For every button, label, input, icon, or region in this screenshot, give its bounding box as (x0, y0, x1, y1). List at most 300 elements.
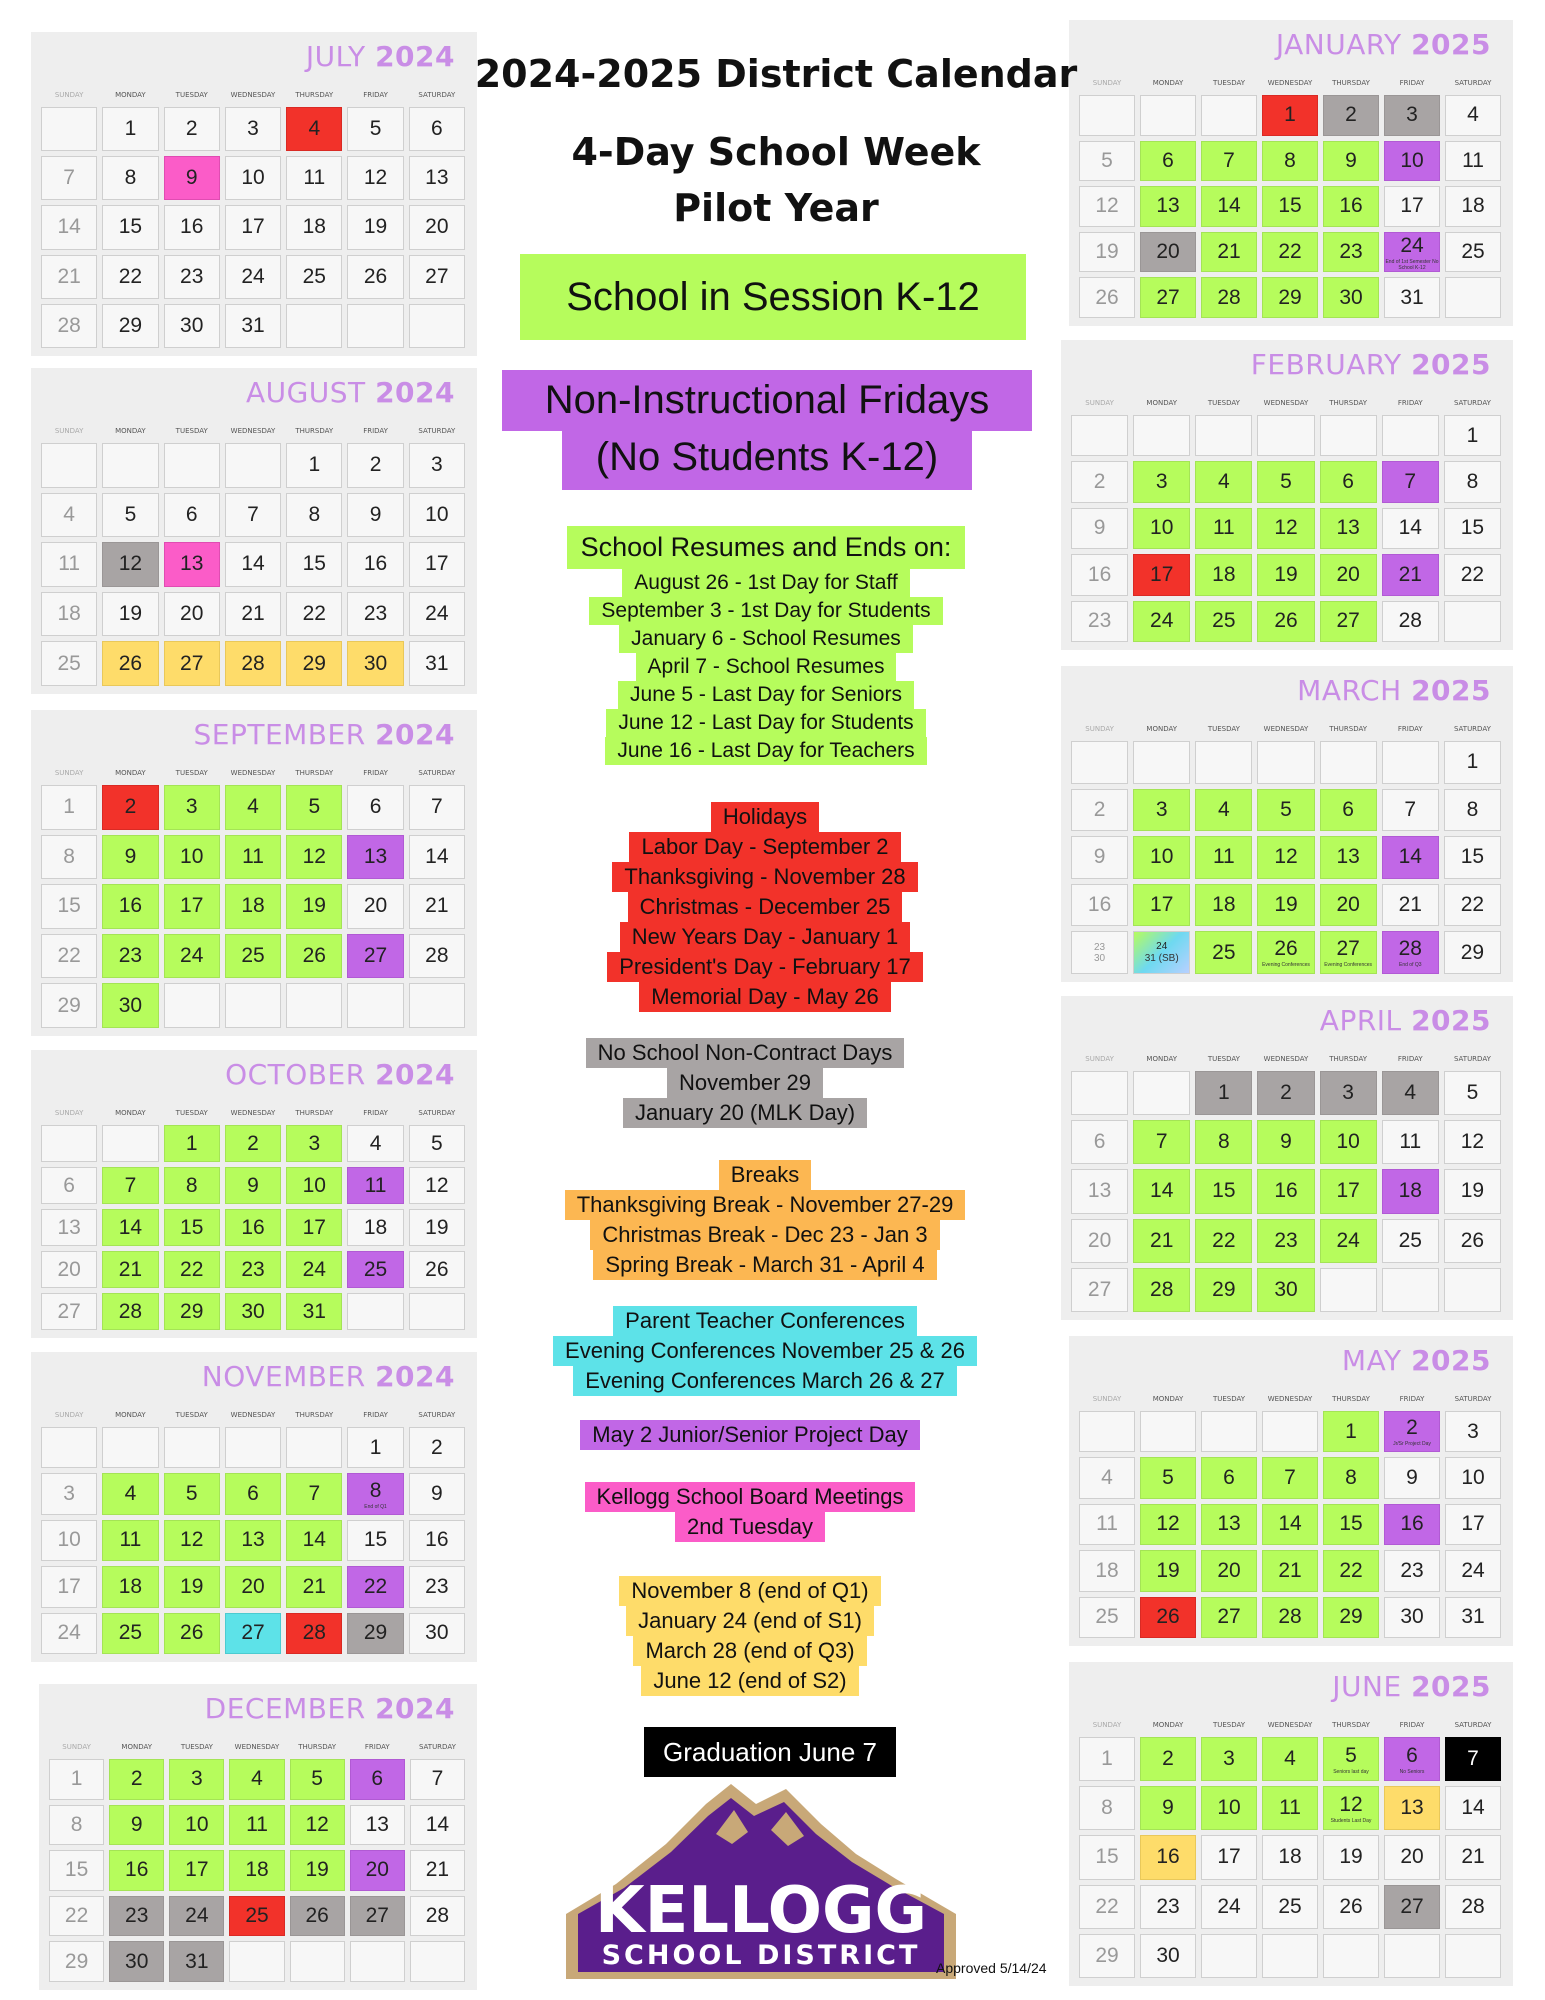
day-number: 5 (1345, 1743, 1357, 1767)
day-note: Evening Conferences (1262, 962, 1310, 969)
day-cell (1079, 186, 1135, 227)
day-cell (1071, 601, 1128, 642)
day-number: 16 (1400, 1512, 1424, 1536)
day-cell (1140, 232, 1196, 273)
day-number: 16 (1087, 562, 1112, 586)
day-cell (409, 785, 465, 830)
day-cell (229, 1896, 284, 1937)
day-cell (169, 1941, 224, 1982)
day-number: 22 (1460, 562, 1485, 586)
day-cell (225, 1427, 281, 1468)
day-number: 28 (425, 944, 449, 968)
day-number: 17 (1336, 1179, 1360, 1203)
month-calendar-october (31, 1050, 477, 1338)
day-cell (1382, 461, 1439, 502)
day-number: 26 (118, 651, 143, 675)
weekday-header: SATURDAY (1454, 1721, 1492, 1729)
day-number: 9 (1093, 845, 1106, 869)
day-cell (1382, 508, 1439, 549)
month-year: 2024 (375, 40, 455, 73)
weekday-header: WEDNESDAY (1263, 399, 1309, 407)
day-cell (1201, 1934, 1257, 1978)
weekday-header: WEDNESDAY (230, 427, 276, 435)
day-cell (286, 542, 342, 587)
month-year: 2025 (1411, 1004, 1491, 1037)
day-cell (102, 493, 158, 538)
day-number: 2 (247, 1131, 259, 1155)
day-number: 21 (1398, 893, 1422, 917)
day-number: 13 (1087, 1179, 1112, 1203)
day-cell (409, 1427, 465, 1468)
legend-line: Evening Conferences March 26 & 27 (573, 1366, 957, 1396)
day-cell (409, 156, 465, 200)
day-number: 17 (185, 1858, 209, 1882)
day-number: 22 (1339, 1558, 1363, 1582)
day-cell (1382, 1071, 1439, 1115)
day-cell (1323, 1411, 1379, 1452)
day-cell (290, 1941, 345, 1982)
day-number: 20 (1217, 1558, 1241, 1582)
day-cell (409, 1520, 465, 1561)
day-cell (225, 255, 281, 299)
day-number: 21 (1150, 1228, 1174, 1252)
day-number: 5 (1466, 1081, 1479, 1105)
day-number: 30 (1156, 1943, 1180, 1967)
day-number: 9 (124, 844, 137, 868)
day-cell (1382, 836, 1439, 879)
day-number: 23 (180, 264, 204, 288)
day-number: 1 (369, 1435, 382, 1459)
day-cell (102, 1125, 158, 1162)
day-cell (109, 1896, 164, 1937)
day-number: 9 (1406, 1466, 1418, 1490)
approval-date: Approved 5/14/24 (936, 1960, 1047, 1976)
day-cell (347, 884, 403, 929)
day-cell (1320, 508, 1377, 549)
day-number: 29 (1278, 285, 1302, 309)
day-cell (286, 1125, 342, 1162)
day-number: 23 (1274, 1228, 1298, 1252)
day-number: 17 (425, 552, 449, 576)
day-cell (286, 107, 342, 151)
day-cell (1323, 1786, 1379, 1830)
day-number: 26 (305, 1904, 329, 1928)
month-year: 2024 (375, 1692, 455, 1725)
day-number: 28 (241, 651, 265, 675)
day-number: 23 (1400, 1558, 1424, 1582)
month-title (306, 40, 455, 73)
day-cell (1445, 1504, 1501, 1545)
day-number: 13 (1400, 1796, 1424, 1820)
day-number: 15 (118, 215, 143, 239)
day-cell (1320, 1120, 1377, 1164)
day-cell (409, 205, 465, 249)
day-cell (1384, 95, 1440, 136)
day-number: 25 (1095, 1605, 1119, 1629)
day-cell (1384, 186, 1440, 227)
day-number: 4 (251, 1767, 263, 1791)
day-cell (225, 443, 281, 488)
month-title (1297, 674, 1491, 707)
day-cell (1323, 1835, 1379, 1879)
day-number: 21 (57, 264, 81, 288)
month-year: 2025 (1411, 348, 1491, 381)
day-cell (1195, 1120, 1252, 1164)
day-cell (109, 1805, 164, 1846)
day-cell (1445, 1737, 1501, 1781)
day-number: 10 (1461, 1466, 1485, 1490)
day-cell (109, 1759, 164, 1800)
day-number: 11 (1212, 845, 1235, 869)
day-number: 11 (364, 1173, 387, 1197)
weekday-header: WEDNESDAY (1263, 725, 1309, 733)
day-cell (1201, 1835, 1257, 1879)
day-cell (41, 443, 97, 488)
day-number: 3 (185, 795, 198, 819)
day-cell (164, 443, 220, 488)
day-cell (347, 1473, 403, 1514)
day-number: 14 (241, 552, 265, 576)
day-cell (41, 934, 97, 979)
day-number: 13 (1217, 1512, 1241, 1536)
day-cell (1262, 1550, 1318, 1591)
day-number: 25 (1212, 609, 1236, 633)
day-cell (229, 1759, 284, 1800)
day-number: 12 (1274, 516, 1298, 540)
day-cell (41, 1566, 97, 1607)
logo-wordmark: KELLOGG (594, 1874, 928, 1948)
day-cell (225, 1167, 281, 1204)
day-number: 18 (118, 1574, 143, 1598)
weekday-header: FRIDAY (364, 1743, 390, 1751)
day-cell (169, 1850, 224, 1891)
day-note: Students Last Day (1330, 1817, 1372, 1824)
day-number: 3 (247, 117, 259, 141)
day-cell (1384, 141, 1440, 182)
day-cell (347, 983, 403, 1028)
legend-line: Thanksgiving - November 28 (612, 862, 917, 892)
day-cell (102, 983, 158, 1028)
day-number: 6 (1342, 470, 1354, 494)
day-cell (1140, 1885, 1196, 1929)
day-number: 29 (1339, 1605, 1363, 1629)
day-number: 21 (241, 602, 265, 626)
day-cell (1320, 931, 1377, 974)
day-number: 4 (1467, 103, 1479, 127)
day-cell (1140, 1457, 1196, 1498)
day-number: 24 (1150, 609, 1174, 633)
day-cell (1140, 141, 1196, 182)
weekday-header: TUESDAY (1207, 725, 1240, 733)
day-number: 2 (1093, 470, 1106, 494)
day-number: 25 (302, 264, 326, 288)
day-number: 31 (302, 1299, 326, 1323)
day-cell (1445, 141, 1501, 182)
day-cell (409, 1167, 465, 1204)
day-cell (164, 785, 220, 830)
day-cell (1257, 461, 1314, 502)
day-cell (1071, 1268, 1128, 1312)
day-number: 10 (180, 844, 204, 868)
day-cell (1262, 1934, 1318, 1978)
weekday-header: FRIDAY (1399, 1721, 1425, 1729)
day-number: 5 (1101, 148, 1113, 172)
day-cell (1257, 1268, 1314, 1312)
day-number: 27 (1336, 609, 1360, 633)
day-number: 2 (130, 1767, 143, 1791)
day-number: 21 (1278, 1558, 1302, 1582)
month-year: 2024 (375, 1360, 455, 1393)
page-subtitle (470, 124, 1082, 236)
day-number: 28 (1150, 1277, 1174, 1301)
day-cell (225, 304, 281, 348)
day-number: 9 (130, 1812, 143, 1836)
month-name: DECEMBER (204, 1692, 376, 1725)
day-number: 19 (1339, 1845, 1363, 1869)
day-number: 23 (425, 1574, 449, 1598)
day-number: 27 (1156, 285, 1180, 309)
day-cell (350, 1850, 405, 1891)
day-cell (1195, 508, 1252, 549)
legend-line: June 16 - Last Day for Teachers (605, 737, 926, 765)
legend-line: President's Day - February 17 (607, 952, 923, 982)
day-cell (164, 107, 220, 151)
day-cell (1079, 232, 1135, 273)
weekday-header: WEDNESDAY (230, 769, 276, 777)
weekday-header: THURSDAY (295, 769, 334, 777)
day-cell (102, 1473, 158, 1514)
day-cell (286, 1293, 342, 1330)
weekday-header: TUESDAY (1212, 79, 1246, 87)
day-cell (41, 983, 97, 1028)
weekday-header: SUNDAY (1092, 1721, 1122, 1729)
month-calendar-may (1069, 1336, 1513, 1646)
day-number: 16 (425, 1528, 449, 1552)
day-cell (1201, 141, 1257, 182)
day-cell (169, 1759, 224, 1800)
day-cell (1445, 1457, 1501, 1498)
month-title (194, 718, 456, 751)
day-cell (347, 1520, 403, 1561)
day-number: 8 (369, 1478, 382, 1502)
day-cell (1195, 931, 1252, 974)
day-number: 4 (1218, 470, 1230, 494)
day-number: 22 (64, 1904, 89, 1928)
weekday-header: SATURDAY (1453, 1055, 1491, 1063)
day-number: 24 (180, 944, 204, 968)
weekday-header: TUESDAY (1212, 1721, 1246, 1729)
day-cell (225, 641, 281, 686)
day-cell (41, 1167, 97, 1204)
weekday-header: THURSDAY (1332, 79, 1370, 87)
month-year: 2024 (375, 718, 455, 751)
day-number: 17 (302, 1215, 326, 1239)
day-cell (225, 1566, 281, 1607)
weekday-header: SUNDAY (54, 91, 84, 99)
day-cell (225, 1125, 281, 1162)
day-cell (1382, 1219, 1439, 1263)
legend-holidays (540, 802, 990, 1012)
day-cell (1262, 1457, 1318, 1498)
day-number: 26 (1460, 1228, 1485, 1252)
day-number: 14 (1398, 516, 1422, 540)
day-number: 22 (302, 602, 326, 626)
day-cell (164, 592, 220, 637)
day-number: 13 (365, 1812, 389, 1836)
day-cell (1444, 1071, 1501, 1115)
day-number: 4 (1218, 797, 1230, 821)
day-number: 7 (431, 795, 443, 819)
day-cell (1079, 277, 1135, 318)
day-cell (225, 884, 281, 929)
day-cell (350, 1896, 405, 1937)
legend-line: School Resumes and Ends on: (567, 526, 966, 569)
legend-line: Kellogg School Board Meetings (585, 1482, 916, 1512)
weekday-header: SATURDAY (1453, 725, 1491, 733)
day-number: 7 (124, 1173, 137, 1197)
day-number: 26 (1274, 609, 1298, 633)
weekday-header: SUNDAY (1085, 399, 1114, 407)
day-cell (102, 542, 158, 587)
day-number: 25 (1398, 1228, 1422, 1252)
day-cell (1444, 554, 1501, 595)
day-cell (1071, 1169, 1128, 1213)
day-cell (1201, 95, 1257, 136)
day-cell (1384, 1550, 1440, 1591)
day-number: 9 (1162, 1796, 1174, 1820)
day-number: 4 (124, 1482, 137, 1506)
day-cell (41, 1209, 97, 1246)
day-cell (1140, 1504, 1196, 1545)
day-number: 8 (1101, 1796, 1113, 1820)
day-number: 8 (185, 1173, 198, 1197)
day-number: 12 (118, 552, 143, 576)
day-number: 7 (431, 1767, 444, 1791)
day-cell (1071, 836, 1128, 879)
day-number: 26 (363, 264, 388, 288)
day-number: 25 (1212, 940, 1236, 964)
day-number: 22 (1460, 893, 1485, 917)
weekday-header: MONDAY (115, 427, 146, 435)
day-cell (1071, 741, 1128, 784)
day-number: 29 (118, 313, 143, 337)
day-cell (102, 443, 158, 488)
day-cell (1445, 1597, 1501, 1638)
month-grid (41, 1408, 465, 1654)
day-cell (1384, 277, 1440, 318)
day-number: 5 (1280, 470, 1292, 494)
day-cell (286, 255, 342, 299)
day-cell (1071, 1120, 1128, 1164)
day-number: 28 (302, 1621, 326, 1645)
month-name: APRIL (1319, 1004, 1412, 1037)
legend-line: 2nd Tuesday (675, 1512, 825, 1542)
month-year: 2024 (375, 1058, 455, 1091)
day-number: 14 (118, 1215, 143, 1239)
weekday-header: TUESDAY (175, 1109, 208, 1117)
day-number: 31 (1461, 1605, 1485, 1629)
day-cell (1262, 1786, 1318, 1830)
day-number: 11 (246, 1812, 268, 1836)
day-number: 10 (1217, 1796, 1241, 1820)
day-number: 12 (1339, 1792, 1363, 1816)
day-number: 10 (302, 1173, 326, 1197)
day-number: 23 (125, 1904, 149, 1928)
day-number: 30 (1339, 285, 1363, 309)
day-number: 25 (245, 1904, 269, 1928)
day-number: 5 (308, 795, 321, 819)
day-number: 24 (302, 1257, 326, 1281)
weekday-header: TUESDAY (175, 91, 208, 99)
day-cell (229, 1805, 284, 1846)
day-number: 20 (241, 1574, 265, 1598)
kellogg-logo (556, 1774, 966, 1984)
day-cell (41, 1613, 97, 1654)
day-number: 13 (57, 1215, 81, 1239)
month-title (1342, 1344, 1491, 1377)
day-cell (286, 785, 342, 830)
day-number: 7 (1155, 1130, 1168, 1154)
day-cell (1195, 836, 1252, 879)
day-cell (286, 1566, 342, 1607)
weekday-header: SUNDAY (54, 1411, 84, 1419)
day-cell (1323, 277, 1379, 318)
day-number: 27 (1336, 937, 1360, 961)
day-cell (1140, 95, 1196, 136)
day-cell (1262, 1737, 1318, 1781)
legend-line: Spring Break - March 31 - April 4 (593, 1250, 936, 1280)
day-cell (1195, 461, 1252, 502)
day-number: 8 (63, 844, 75, 868)
day-cell (410, 1759, 465, 1800)
day-cell (347, 1167, 403, 1204)
day-number: 22 (1278, 240, 1302, 264)
day-cell (1257, 508, 1314, 549)
day-cell (347, 1427, 403, 1468)
day-number: 12 (425, 1173, 449, 1197)
day-number: 20 (180, 602, 204, 626)
day-cell (1444, 461, 1501, 502)
legend-breaks (540, 1160, 990, 1280)
legend-line: Thanksgiving Break - November 27-29 (565, 1190, 966, 1220)
weekday-header: THURSDAY (298, 1743, 337, 1751)
month-title (225, 1058, 455, 1091)
day-cell (164, 1566, 220, 1607)
day-cell (286, 443, 342, 488)
day-cell (1444, 508, 1501, 549)
day-cell (41, 835, 97, 880)
day-cell (347, 304, 403, 348)
day-number: 18 (1212, 893, 1236, 917)
day-cell (1323, 1550, 1379, 1591)
month-name: JANUARY (1275, 28, 1412, 61)
day-number: 13 (241, 1528, 265, 1552)
day-number: 12 (180, 1528, 204, 1552)
day-cell (290, 1850, 345, 1891)
legend-line: June 12 - Last Day for Students (606, 709, 925, 737)
day-number: 15 (302, 552, 326, 576)
legend-line: March 28 (end of Q3) (633, 1636, 866, 1666)
month-grid (49, 1740, 465, 1982)
weekday-header: MONDAY (115, 1411, 146, 1419)
day-number: 2 (431, 1435, 443, 1459)
weekday-header: WEDNESDAY (1263, 1055, 1309, 1063)
day-number: 12 (302, 844, 326, 868)
day-cell (1262, 1835, 1318, 1879)
weekday-header: SUNDAY (1092, 1395, 1122, 1403)
day-number: 12 (363, 166, 388, 190)
legend-line: Labor Day - September 2 (629, 832, 900, 862)
